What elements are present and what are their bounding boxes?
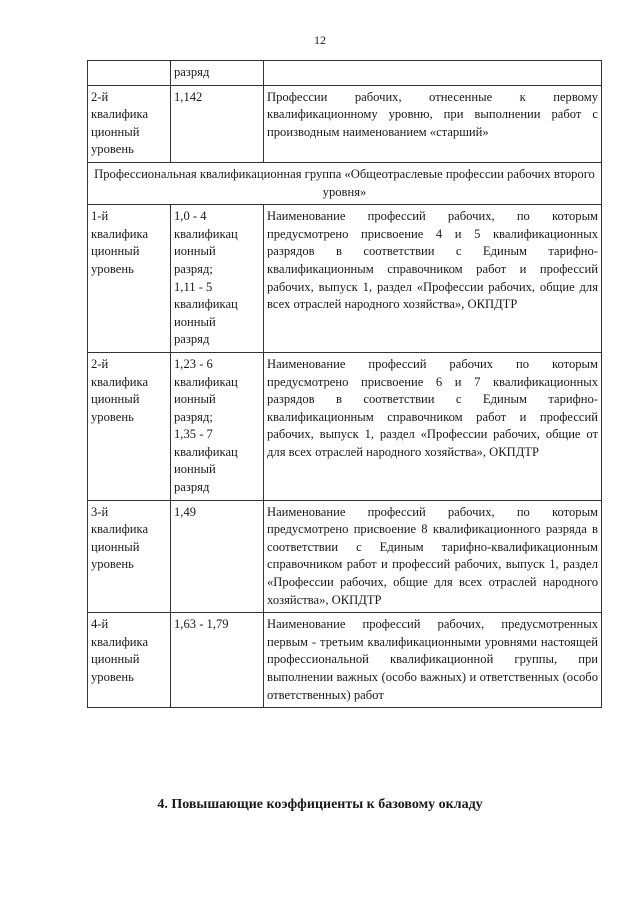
level-line: уровень (91, 409, 134, 424)
section-heading: 4. Повышающие коэффициенты к базовому окладу (157, 797, 483, 812)
level-cell (88, 352, 171, 500)
level-line: квалифика (91, 522, 149, 537)
level-cell (88, 613, 171, 708)
level-line: 3-й (91, 504, 109, 519)
coefficient-line: 1,11 - 5 (174, 279, 213, 294)
profession-description: Наименование профессий рабочих, по которым предусмотрено присвоение 8 квалификационного разряда в соответствии с Единым тарифно-квалификационным справочником работ и профессий рабочих, выпуск 1, раздел «Профессии рабочих, общие для всех отраслей народного хозяйства», ОКПДТР (264, 500, 602, 613)
level-line: ционный (91, 539, 140, 554)
table-body (88, 61, 602, 708)
coefficient-line: квалификац (174, 444, 238, 459)
coefficient-line: 1,49 (174, 504, 197, 519)
coefficient-cell (171, 205, 264, 353)
table-row (88, 61, 602, 86)
table-row (88, 613, 602, 708)
level-line: ционный (91, 244, 140, 259)
level-line: 1-й (91, 209, 109, 224)
level-line: 2-й (91, 89, 109, 104)
group-header-row (88, 162, 602, 204)
level-line: уровень (91, 261, 134, 276)
profession-description: Наименование профессий рабочих, по которым предусмотрено присвоение 4 и 5 квалификационных разрядов в соответствии с Единым тарифно-квалификационным справочником работ и профессий рабочих, выпуск 1, раздел «Профессии рабочих, общие для всех отраслей народного хозяйства», ОКПДТР (264, 205, 602, 353)
level-cell (88, 85, 171, 162)
coefficient-line: ионный (174, 314, 216, 329)
coefficient-line: квалификац (174, 226, 238, 241)
coefficient-line: разряд (174, 65, 210, 79)
coefficient-cell (171, 613, 264, 708)
level-line: уровень (91, 670, 134, 684)
level-line: 4-й (91, 617, 109, 632)
group-title: Профессиональная квалификационная группа «Общеотраслевые профессии рабочих второго уровня» (88, 162, 602, 204)
coefficient-line: 1,142 (174, 89, 203, 104)
profession-description: Наименование профессий рабочих, предусмотренных первым - третьим квалификационными уровнями настоящей профессиональной квалификационной группы, при выполнении важных (особо важных) и ответственных (особо ответственных) работ (264, 613, 602, 708)
coefficient-cell (171, 61, 264, 86)
coefficient-line: 1,0 - 4 (174, 209, 207, 224)
coefficient-line: 1,63 - 1,79 (174, 617, 229, 632)
coefficient-line: 1,35 - 7 (174, 427, 213, 442)
profession-description: Профессии рабочих, отнесенные к первому квалификационному уровню, при выполнении работ с производным наименованием «старший» (264, 85, 602, 162)
coefficient-line: разряд; (174, 261, 213, 276)
coefficient-line: разряд; (174, 409, 213, 424)
coefficient-line: квалификац (174, 297, 238, 312)
table-row (88, 352, 602, 500)
coefficient-line: разряд (174, 332, 210, 347)
profession-description (264, 61, 602, 86)
table-row (88, 85, 602, 162)
level-line: уровень (91, 557, 134, 572)
level-line: квалифика (91, 634, 149, 649)
coefficient-line: 1,23 - 6 (174, 356, 213, 371)
page-number: 12 (314, 33, 326, 47)
coefficient-line: ионный (174, 244, 216, 259)
coefficient-line: квалификац (174, 374, 238, 389)
level-line: квалифика (91, 374, 149, 389)
table-row (88, 205, 602, 353)
level-line: квалифика (91, 226, 149, 241)
profession-description: Наименование профессий рабочих по которым предусмотрено присвоение 6 и 7 квалификационных разрядов в соответствии с Единым тарифно-квалификационным справочником работ и профессий рабочих, выпуск 1, раздел «Профессии рабочих, общие от для всех отраслей народного хозяйства», ОКПДТР (264, 352, 602, 500)
qualification-table (87, 60, 602, 708)
level-line: 2-й (91, 356, 109, 371)
coefficient-line: ионный (174, 462, 216, 477)
coefficient-line: ионный (174, 392, 216, 407)
coefficient-cell (171, 500, 264, 613)
level-line: ционный (91, 652, 140, 667)
table-row (88, 500, 602, 613)
level-line: ционный (91, 392, 140, 407)
level-cell (88, 205, 171, 353)
level-line: квалифика (91, 107, 149, 122)
level-cell (88, 500, 171, 613)
level-line: ционный (91, 124, 140, 139)
level-line: уровень (91, 142, 134, 157)
coefficient-line: разряд (174, 480, 210, 495)
coefficient-cell (171, 85, 264, 162)
coefficient-cell (171, 352, 264, 500)
level-cell (88, 61, 171, 86)
